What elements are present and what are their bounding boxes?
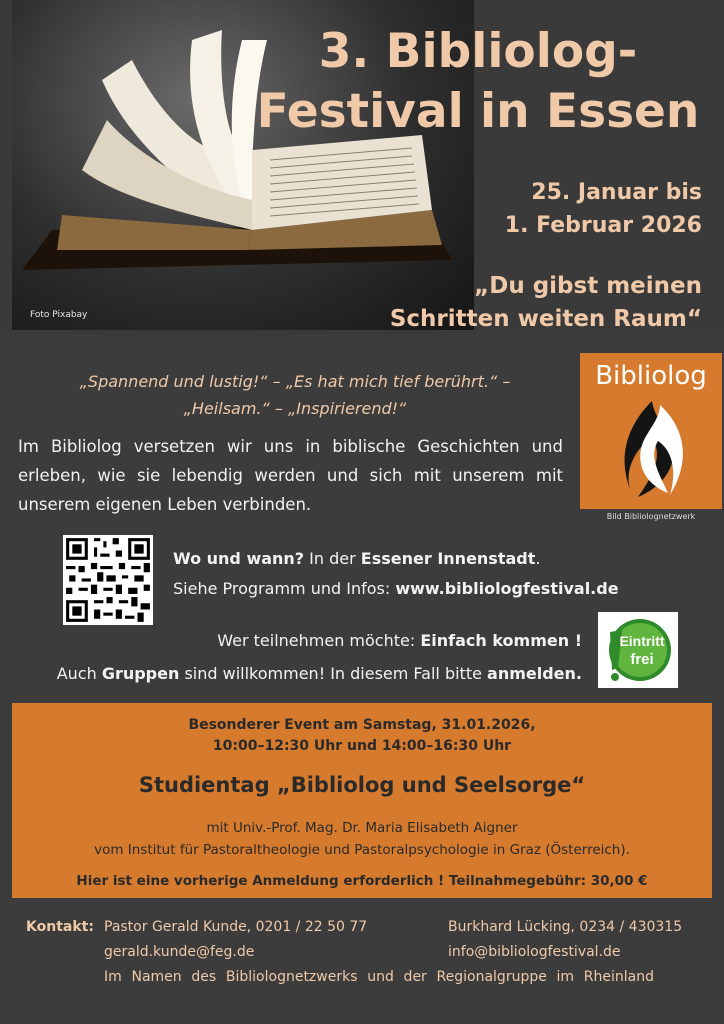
join-text-b: Einfach kommen ! [420, 631, 582, 650]
location-info [173, 544, 619, 604]
program-line [173, 574, 619, 604]
groups-word: Gruppen [101, 664, 180, 683]
contact-label-text: Kontakt: [26, 919, 94, 935]
photo-credit: Foto Pixabay [30, 310, 88, 320]
hero-section [0, 0, 724, 335]
contact-label [26, 915, 94, 940]
join-line-1 [57, 624, 582, 657]
motto-line-1: „Du gibst meinen [474, 273, 702, 299]
where-line [173, 544, 619, 574]
email-2[interactable]: info@bibliologfestival.de [448, 944, 621, 960]
qr-code[interactable] [63, 535, 153, 625]
person-1: Pastor Gerald Kunde, 0201 / 22 50 77 [104, 919, 368, 935]
testimonial-quotes [20, 368, 570, 422]
event-speaker [12, 817, 712, 861]
join-line-2 [57, 657, 582, 690]
program-label: Siehe Programm und Infos: [173, 579, 396, 598]
groups-prefix: Auch [56, 664, 102, 683]
dates-line-2: 1. Februar 2026 [504, 213, 702, 238]
event-date-line-1: Besonderer Event am Samstag, 31.01.2026, [188, 717, 536, 733]
email-1[interactable]: gerald.kunde@feg.de [104, 944, 255, 960]
where-label: Wo und wann? [173, 549, 305, 568]
event-date-line-2: 10:00–12:30 Uhr und 14:00–16:30 Uhr [212, 738, 512, 754]
title-line-1: 3. Bibliolog- [318, 24, 638, 79]
free-entry-badge [598, 612, 678, 688]
free-entry-icon [602, 614, 674, 686]
motto-line-2: Schritten weiten Raum“ [389, 306, 702, 332]
register-word: anmelden. [487, 664, 582, 683]
contact-person-1 [104, 915, 367, 965]
participation-info [57, 624, 582, 690]
title-line-2: Festival in Essen [256, 84, 700, 139]
dates-line-1: 25. Januar bis [531, 180, 702, 205]
where-end: . [535, 549, 541, 568]
festival-motto [390, 270, 702, 336]
groups-middle: sind willkommen! In diesem Fall bitte [179, 664, 488, 683]
event-registration-note: Hier ist eine vorherige Anmeldung erforderlich ! Teilnahmegebühr: 30,00 € [76, 873, 648, 889]
flame-icon [608, 397, 694, 503]
badge-line-2: frei [630, 651, 654, 668]
contact-footer: Im Namen des Bibliolognetzwerks und der Regionalgruppe im Rheinland [104, 969, 654, 985]
quotes-line-2: „Heilsam.“ – „Inspirierend!“ [183, 399, 407, 418]
website-link[interactable]: www.bibliologfestival.de [395, 579, 619, 598]
logo-credit: Bild Bibliolognetzwerk [606, 512, 696, 521]
speaker-line-1: mit Univ.-Prof. Mag. Dr. Maria Elisabeth Aigner [206, 820, 518, 836]
person-2: Burkhard Lücking, 0234 / 430315 [448, 919, 683, 935]
where-place: Essener Innenstadt [360, 549, 536, 568]
intro-paragraph: Im Bibliolog versetzen wir uns in biblische Geschichten und erleben, wie sie lebendig werden und sich mit unserem mit unserem eigenen Leben verbinden. [18, 437, 563, 514]
qr-code-icon [63, 535, 153, 625]
event-title: Studientag „Bibliolog und Seelsorge“ [138, 773, 586, 797]
speaker-line-2: vom Institut für Pastoraltheologie und Pastoralpsychologie in Graz (Österreich). [94, 842, 630, 858]
bibliolog-logo [580, 353, 722, 509]
contact-person-2 [448, 915, 682, 965]
quotes-line-1: „Spannend und lustig!“ – „Es hat mich tief berührt.“ – [79, 372, 511, 391]
join-text-a: Wer teilnehmen möchte: [217, 631, 421, 650]
page-title [238, 22, 718, 142]
badge-line-1: Eintritt [619, 633, 665, 649]
event-date [12, 715, 712, 757]
special-event-box [12, 703, 712, 898]
where-text: In der [304, 549, 361, 568]
festival-dates [505, 176, 702, 242]
logo-text: Bibliolog [595, 361, 707, 391]
